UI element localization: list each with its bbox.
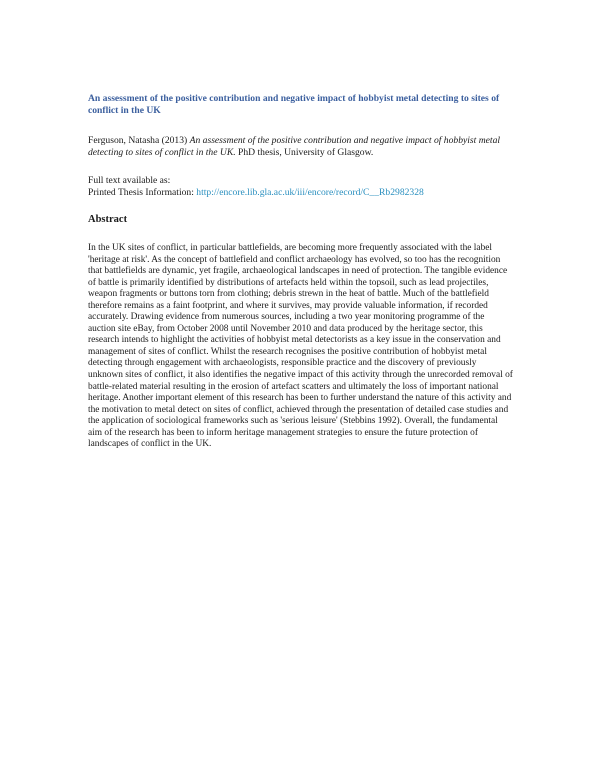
citation [88,135,513,159]
citation-thesis-title: An assessment of the positive contribution and negative impact of hobbyist metal detecting to sites of conflict in the UK. [88,135,501,158]
document-title: An assessment of the positive contribution and negative impact of hobbyist metal detecting to sites of conflict in the UK [88,93,500,116]
abstract-body: In the UK sites of conflict, in particular battlefields, are becoming more frequently associated with the label 'heritage at risk'. As the concept of battlefield and conflict archaeology has evolved, so too has the recognition that battlefields are dynamic, yet fragile, archaeological landscapes in need of protection. The tangible evidence of battle is primarily identified by distributions of artefacts held within the topsoil, such as lead projectiles, weapon fragments or buttons torn from clothing; debris strewn in the heat of battle. Much of the battlefield therefore remains as a faint footprint, and where it survives, may provide valuable information, if recorded accurately. Drawing evidence from numerous sources, including a two year monitoring programme of the auction site eBay, from October 2008 until November 2010 and data produced by the heritage sector, this research intends to highlight the activities of hobbyist metal detectorists as a key issue in the conservation and management of sites of conflict. Whilst the research recognises the positive contribution of hobbyist metal detecting through engagement with archaeologists, responsible practice and the discovery of previously unknown sites of conflict, it also identifies the negative impact of this activity through the unrecorded removal of battle-related material resulting in the erosion of artefact scatters and ultimately the loss of important national heritage. Another important element of this research has been to further understand the nature of this activity and the motivation to metal detect on sites of conflict, achieved through the presentation of detailed case studies and the application of sociological frameworks such as 'serious leisure' (Stebbins 1992). Overall, the fundamental aim of the research has been to inform heritage management strategies to ensure the future protection of landscapes of conflict in the UK. [88,243,513,450]
citation-suffix: PhD thesis, University of Glasgow. [235,147,374,158]
printed-thesis-line [88,187,513,199]
printed-thesis-link[interactable]: http://encore.lib.gla.ac.uk/iii/encore/record/C__Rb2982328 [196,187,424,198]
fulltext-available-label: Full text available as: [88,175,171,186]
fulltext-section [88,175,513,199]
abstract-heading: Abstract [88,214,128,225]
printed-thesis-label: Printed Thesis Information: [88,187,197,198]
citation-prefix: Ferguson, Natasha (2013) [88,135,190,146]
document-page [88,93,513,451]
